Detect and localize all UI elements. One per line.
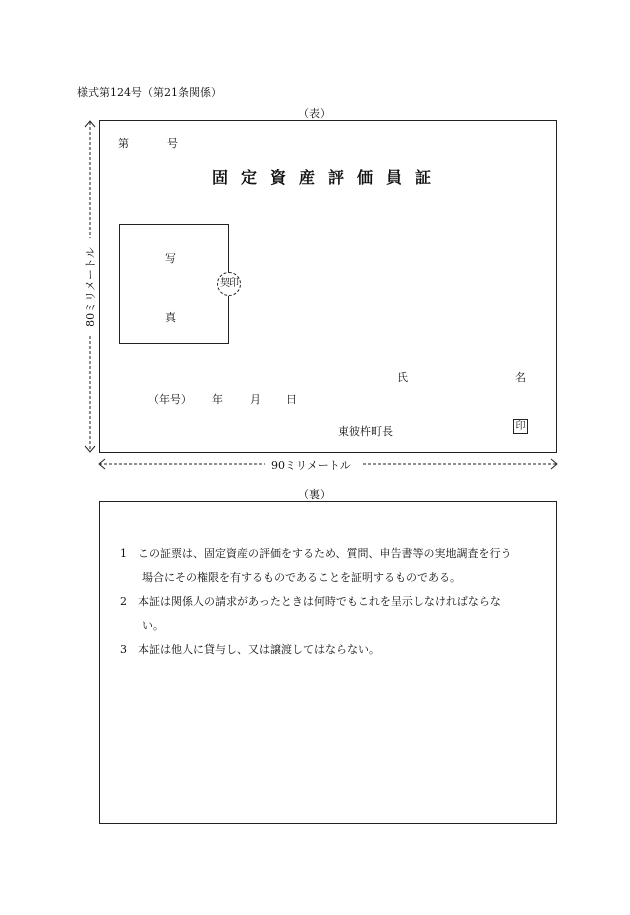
tally-seal: 契印 <box>217 272 241 296</box>
name-label-left: 氏 <box>397 371 408 384</box>
front-side-label: （表） <box>298 107 331 120</box>
date-year-label: 年 <box>212 393 223 406</box>
note-text: この証票は、固定資産の評価をするため、質問、申告書等の実地調査を行う <box>138 547 512 560</box>
note-number: 3 <box>120 643 127 656</box>
date-day-label: 日 <box>286 393 297 406</box>
card-front <box>99 120 557 453</box>
photo-box <box>119 224 229 344</box>
date-era-label: （年号） <box>148 393 192 406</box>
note-number: 1 <box>120 547 127 560</box>
note-text: 本証は関係人の請求があったときは何時でもこれを呈示しなければならな <box>138 595 501 608</box>
note-number: 2 <box>120 595 127 608</box>
official-stamp: 印 <box>513 419 528 434</box>
form-number: 様式第124号（第21条関係） <box>77 86 222 99</box>
date-month-label: 月 <box>250 393 261 406</box>
name-label-right: 名 <box>515 371 526 384</box>
note-text-continued: 場合にその権限を有するものであることを証明するものである。 <box>142 571 461 584</box>
photo-label-lower: 真 <box>165 311 176 324</box>
width-dimension-label: 90ミリメートル <box>271 459 351 472</box>
card-title: 固定資産評価員証 <box>211 168 444 187</box>
note-item-3 <box>120 638 550 662</box>
back-side-label: （裏） <box>298 488 331 501</box>
note-text-continued: い。 <box>142 619 164 632</box>
note-item-2 <box>120 590 550 638</box>
height-dimension-label: 80ミリメートル <box>84 247 97 327</box>
issuer-name: 東彼杵町長 <box>338 425 393 438</box>
photo-label-upper: 写 <box>165 252 176 265</box>
note-item-1 <box>120 542 550 590</box>
card-number-label: 第 <box>118 137 129 150</box>
note-text: 本証は他人に貸与し、又は譲渡してはならない。 <box>138 643 380 656</box>
card-back <box>99 501 557 824</box>
card-number-suffix: 号 <box>167 137 178 150</box>
